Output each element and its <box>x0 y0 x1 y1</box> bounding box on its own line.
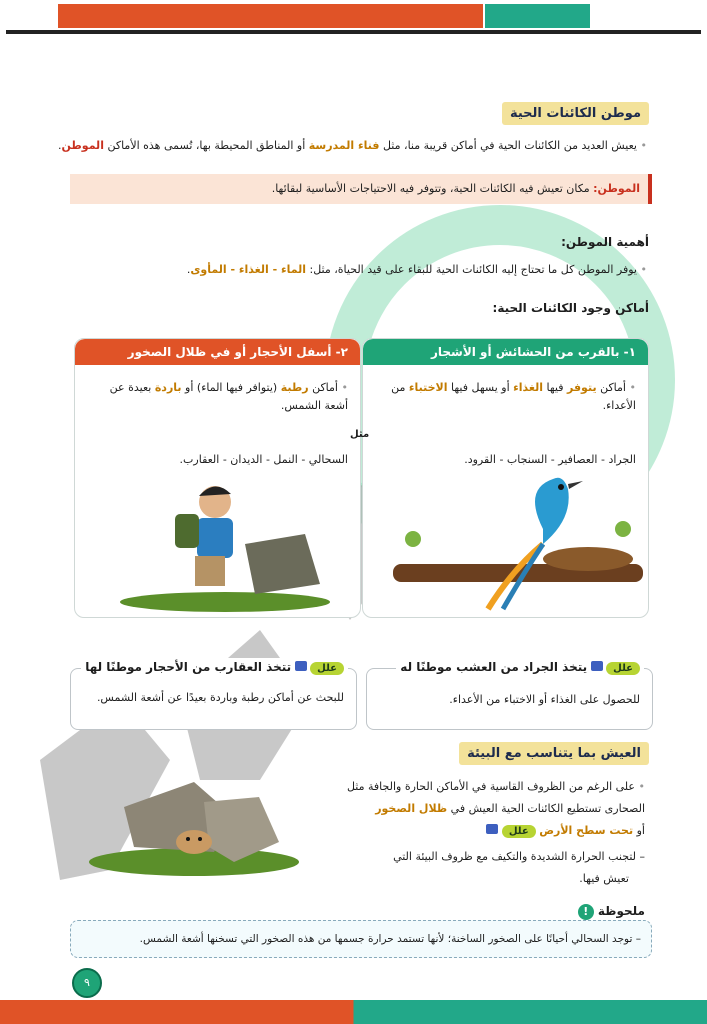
intro-part-5: . <box>58 139 62 152</box>
card2-desc-c: (يتوافر فيها الماء) أو <box>181 381 281 394</box>
note-text: – توجد السحالي أحيانًا على الصخور الساخنة؛ لأنها تستمد حرارة جسمها من هذه الصخور التي تسخنها أشعة الشمس. <box>139 933 641 945</box>
boy-lifting-rock-illustration <box>105 474 335 614</box>
env-underground: تحت سطح الأرض <box>539 824 634 837</box>
note-label <box>578 902 645 920</box>
why-answer-scorpion: للبحث عن أماكن رطبة وباردة بعيدًا عن أشعة الشمس. <box>96 691 344 704</box>
section-title-environment: العيش بما يتناسب مع البيئة <box>459 742 649 765</box>
card1-desc-food: الغذاء <box>513 381 544 394</box>
card-grass-trees-examples: الجراد - العصافير - السنجاب - القرود. <box>464 453 636 466</box>
definition-term: الموطن: <box>593 182 640 195</box>
header-accent-orange <box>58 4 483 28</box>
env-rock-shade: ظلال الصخور <box>375 802 448 815</box>
definition-box <box>70 174 652 204</box>
card1-desc-g: من الأعداء. <box>391 381 636 412</box>
why-box-grasshopper <box>366 660 653 730</box>
card1-desc-e: أو يسهل فيها <box>447 381 514 394</box>
env-line-5: تعيش فيها. <box>579 872 629 885</box>
intro-highlight-habitat: الموطن <box>61 139 104 152</box>
card-under-rocks <box>74 338 361 618</box>
env-line-2 <box>375 800 645 818</box>
card2-desc-a: أماكن <box>308 381 338 394</box>
importance-heading: أهمية الموطن: <box>561 235 649 249</box>
header-accent-green <box>485 4 590 28</box>
card2-desc-humid: رطبة <box>280 381 309 394</box>
note-label-text: ملحوظة <box>597 904 645 918</box>
importance-part-3: . <box>186 263 191 276</box>
exclamation-icon: ! <box>578 904 594 920</box>
why-answer-grasshopper: للحصول على الغذاء أو الاختباء من الأعداء. <box>449 693 640 706</box>
card-grass-trees-header: ١- بالقرب من الحشائش أو الأشجار <box>363 339 648 365</box>
env-line-2a: الصحارى تستطيع الكائنات الحية العيش في <box>447 802 645 815</box>
why-question-grasshopper: يتخذ الجراد من العشب موطنًا له <box>400 660 588 674</box>
importance-text <box>187 260 647 280</box>
header-rule <box>6 30 701 34</box>
places-heading: أماكن وجود الكائنات الحية: <box>492 301 649 315</box>
book-icon <box>486 824 498 834</box>
env-line-3 <box>486 822 645 841</box>
bird-illustration <box>393 469 643 614</box>
why-box-scorpion <box>70 660 357 730</box>
book-icon <box>295 661 307 671</box>
env-line-3a: أو <box>633 824 645 837</box>
intro-part-1: يعيش العديد من الكائنات الحية في أماكن قريبة منا، مثل <box>379 139 637 152</box>
definition-text: مكان تعيش فيه الكائنات الحية، وتتوفر فيه الاحتياجات الأساسية لبقائها. <box>271 182 590 195</box>
env-line-4: – لتجنب الحرارة الشديدة والتكيف مع ظروف البيئة التي <box>393 850 645 863</box>
intro-text <box>58 136 647 156</box>
bottom-accent-bar <box>0 1000 707 1024</box>
card-under-rocks-desc <box>88 379 348 415</box>
why-tag-grasshopper: علل <box>606 662 640 675</box>
note-box <box>70 920 652 958</box>
page-number: ٩ <box>72 968 102 998</box>
card1-desc-a: أماكن <box>596 381 626 394</box>
why-question-scorpion: تتخذ العقارب من الأحجار موطنًا لها <box>85 660 292 674</box>
card-under-rocks-header: ٢- أسفل الأحجار أو في ظلال الصخور <box>75 339 360 365</box>
why-tag-inline: علل <box>502 825 536 838</box>
card-grass-trees-desc <box>376 379 636 415</box>
rock-shelter-illustration <box>84 762 304 880</box>
importance-needs: الماء - الغذاء - المأوى <box>190 263 306 276</box>
intro-part-3: أو المناطق المحيطة بها، تُسمى هذه الأماكن <box>103 139 309 152</box>
card2-desc-e: بعيدة عن أشعة الشمس. <box>109 381 348 412</box>
card1-desc-hide: الاختباء <box>408 381 448 394</box>
card1-desc-available: يتوفر <box>567 381 597 394</box>
why-tag-scorpion: علل <box>310 662 344 675</box>
card1-desc-c: فيها <box>543 381 568 394</box>
importance-part-1: يوفر الموطن كل ما تحتاج إليه الكائنات الحية للبقاء على قيد الحياة، مثل: <box>306 263 637 276</box>
example-label: مثل <box>350 429 370 440</box>
card-under-rocks-examples: السحالي - النمل - الديدان - العقارب. <box>179 453 348 466</box>
env-line-1: • على الرغم من الظروف القاسية في الأماكن الحارة والجافة مثل <box>347 778 645 796</box>
intro-highlight-school: فناء المدرسة <box>308 139 380 152</box>
card2-desc-cold: باردة <box>154 381 182 394</box>
book-icon <box>591 661 603 671</box>
card-grass-trees <box>362 338 649 618</box>
section-title-habitat: موطن الكائنات الحية <box>502 102 649 125</box>
